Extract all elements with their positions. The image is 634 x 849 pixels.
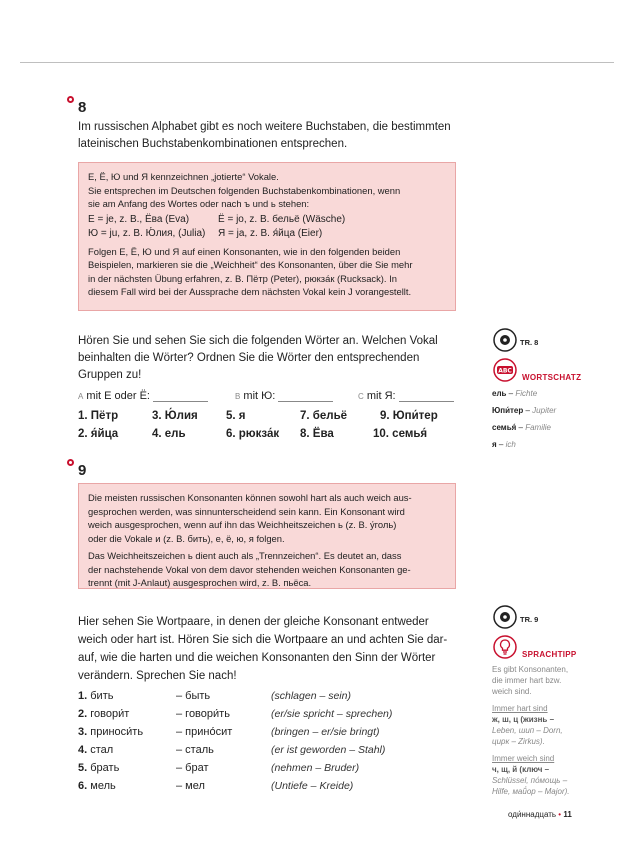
- wortschatz-heading: WORTSCHATZ: [522, 373, 582, 382]
- box8-para-1: Folgen Е, Ё, Ю und Я auf einen Konsonanten, wie in den folgenden beiden: [88, 245, 401, 257]
- box8-example-2: Ё = jo, z. B. бельё (Wäsche): [218, 213, 346, 225]
- box8-example-1: Е = je, z. B., Ёва (Eva): [88, 213, 190, 225]
- task8-line-1: Hören Sie und sehen Sie sich die folgenden Wörter an. Welchen Vokal: [78, 335, 438, 347]
- tip-soft-line-3: Hilfe, май́ор – Major).: [492, 787, 570, 796]
- task9-line-2: weich oder hart ist. Hören Sie sich die Wortpaare an und achten Sie dar-: [78, 634, 448, 646]
- box9-a4: oder die Vokale и (z. B. бить), е, ё, ю, я folgen.: [88, 532, 285, 544]
- track-label-8: TR. 8: [520, 338, 539, 347]
- box8-para-4: diesem Fall wird bei der Aussprache dem nächsten Vokal kein J vorangestellt.: [88, 286, 412, 297]
- cd-icon: [493, 328, 517, 352]
- track-label-9: TR. 9: [520, 615, 539, 624]
- page-footer: [508, 810, 572, 819]
- word-8: 8. Ёва: [300, 428, 334, 440]
- word-7: 7. бельё: [300, 410, 348, 422]
- group-a-label: mit Е oder Ё:: [86, 390, 150, 402]
- group-a-blank[interactable]: [153, 400, 208, 402]
- info-box-9-text: [88, 491, 453, 590]
- tip-hard-line-2: Leben, шип – Dorn,: [492, 726, 563, 735]
- tip-soft-heading: Immer weich sind: [492, 754, 555, 763]
- abc-icon: [493, 358, 517, 387]
- task9-line-1: Hier sehen Sie Wortpaare, in denen der gleiche Konsonant entweder: [78, 616, 429, 628]
- group-c-letter: C: [358, 392, 364, 401]
- section-marker-icon: [67, 96, 74, 103]
- tip-line-2: die immer hart bzw.: [492, 676, 562, 685]
- box9-a1: Die meisten russischen Konsonanten können sowohl hart als auch weich aus-: [88, 492, 412, 503]
- audio-track-8[interactable]: [493, 328, 517, 357]
- pair-row-2: 2. говори́т: [78, 708, 130, 720]
- page-separator: •: [558, 810, 562, 819]
- box8-line-2: Sie entsprechen im Deutschen folgenden Buchstabenkombinationen, wenn: [88, 184, 401, 196]
- tip-hard-line-3: цирк – Zirkus).: [492, 737, 545, 746]
- pair-row-5: 5. брать: [78, 762, 120, 774]
- top-rule: [20, 62, 614, 63]
- group-a[interactable]: [78, 390, 208, 402]
- tip-line-3: weich sind.: [492, 687, 532, 696]
- sprachtipp-heading: SPRACHTIPP: [522, 650, 577, 659]
- pair-translation-2: (er/sie spricht – sprechen): [271, 708, 393, 720]
- pair-hard-1: – быть: [176, 690, 211, 702]
- intro-line-2: lateinischen Buchstabenkombinationen entsprechen.: [78, 138, 348, 150]
- group-c-blank[interactable]: [399, 400, 454, 402]
- box8-para-2: Beispielen, markieren sie die „Weichheit“ des Konsonanten, über die Sie mehr: [88, 259, 413, 270]
- pair-row-4: 4. стал: [78, 744, 114, 756]
- vocab-item-4: я – ich: [492, 440, 516, 449]
- task8-line-2: beinhalten die Wörter? Ordnen Sie die Wörter den entsprechenden: [78, 352, 420, 364]
- sprachtipp-text: [492, 664, 592, 797]
- tip-soft-line-1: ч, щ, й (ключ –: [492, 765, 550, 774]
- intro-line-1: Im russischen Alphabet gibt es noch weitere Buchstaben, die bestimmten: [78, 121, 451, 133]
- page-number: 11: [563, 810, 572, 819]
- pair-hard-2: – говори́ть: [176, 708, 230, 720]
- pair-row-6: 6. мель: [78, 780, 116, 792]
- word-9: 9. Юпи́тер: [380, 410, 438, 422]
- task9-line-3: auf, wie die harten und die weichen Konsonanten den Sinn der Wörter: [78, 652, 436, 664]
- box9-a3: weich ausgesprochen, wenn auf ihn das Weichheitszeichen ь (z. B. у́голь): [88, 519, 397, 530]
- group-b[interactable]: [235, 390, 333, 402]
- word-5: 5. я: [226, 410, 246, 422]
- tip-soft-line-2: Schlüssel, по́мощь –: [492, 776, 568, 785]
- lightbulb-icon: [493, 635, 517, 664]
- task8-line-3: Gruppen zu!: [78, 369, 142, 381]
- section-number-9: 9: [78, 462, 87, 479]
- pair-row-1: 1. бить: [78, 690, 114, 702]
- word-4: 4. ель: [152, 428, 186, 440]
- pair-translation-4: (er ist geworden – Stahl): [271, 744, 386, 756]
- task9-line-4: verändern. Sprechen Sie nach!: [78, 670, 237, 682]
- vocab-item-1: ель – Fichte: [492, 389, 538, 398]
- word-pairs: [78, 690, 478, 800]
- word-list: [78, 410, 458, 450]
- group-b-blank[interactable]: [278, 400, 333, 402]
- word-10: 10. семья́: [373, 428, 428, 440]
- group-a-letter: A: [78, 392, 84, 401]
- tip-line-1: Es gibt Konsonanten,: [492, 665, 569, 674]
- pair-translation-1: (schlagen – sein): [271, 690, 351, 702]
- section-marker-icon: [67, 459, 74, 466]
- box9-a2: gesprochen werden, was sinnunterscheidend sein kann. Ein Konsonant wird: [88, 505, 405, 517]
- box9-b3: trennt (mit J-Anlaut) ausgesprochen wird, z. B. пьёса.: [88, 577, 312, 588]
- word-1: 1. Пётр: [78, 410, 119, 422]
- box9-b1: Das Weichheitszeichen ь dient auch als „Trennzeichen“. Es deutet an, dass: [88, 550, 402, 561]
- cd-icon: [493, 605, 517, 629]
- box9-b2: der nachstehende Vokal von dem davor stehenden weichen Konsonanten ge-: [88, 563, 411, 575]
- group-b-label: mit Ю:: [243, 390, 276, 402]
- pair-translation-5: (nehmen – Bruder): [271, 762, 360, 774]
- group-c-label: mit Я:: [366, 390, 396, 402]
- pair-translation-3: (bringen – er/sie bringt): [271, 726, 380, 738]
- pair-hard-4: – сталь: [176, 744, 214, 756]
- word-6: 6. рюкза́к: [226, 428, 280, 440]
- pair-hard-3: – прино́сит: [176, 726, 233, 738]
- word-3: 3. Ю́лия: [152, 410, 198, 422]
- group-c[interactable]: [358, 390, 454, 402]
- svg-text:ABC: ABC: [498, 367, 512, 375]
- box8-line-3: sie am Anfang des Wortes oder nach ъ und ь stehen:: [88, 198, 310, 209]
- box8-example-3: Ю = ju, z. B. Ю́лия, (Julia): [88, 227, 206, 239]
- info-box-8-text: [88, 170, 453, 299]
- word-2: 2. я́йца: [78, 428, 119, 440]
- tip-hard-line-1: ж, ш, ц (жизнь –: [492, 715, 555, 724]
- section-number-8: 8: [78, 99, 87, 116]
- pair-row-3: 3. приноси́ть: [78, 726, 144, 738]
- tip-hard-heading: Immer hart sind: [492, 704, 548, 713]
- pair-translation-6: (Untiefe – Kreide): [271, 780, 354, 792]
- pair-hard-6: – мел: [176, 780, 205, 792]
- box8-example-4: Я = ja, z. B. я́йца (Eier): [218, 227, 323, 239]
- pair-hard-5: – брат: [176, 762, 209, 774]
- group-b-letter: B: [235, 392, 241, 401]
- box8-line-1: Е, Ё, Ю und Я kennzeichnen „jotierte“ Vokale.: [88, 171, 279, 182]
- page-word: оди́ннадцать: [508, 810, 557, 819]
- vocab-item-2: Юпи́тер – Jupiter: [492, 406, 557, 415]
- box8-para-3: in der nächsten Übung erfahren, z. B. Пётр (Peter), рюкза́к (Rucksack). In: [88, 272, 397, 284]
- vocab-item-3: семья́ – Familie: [492, 423, 551, 432]
- audio-track-9[interactable]: [493, 605, 517, 634]
